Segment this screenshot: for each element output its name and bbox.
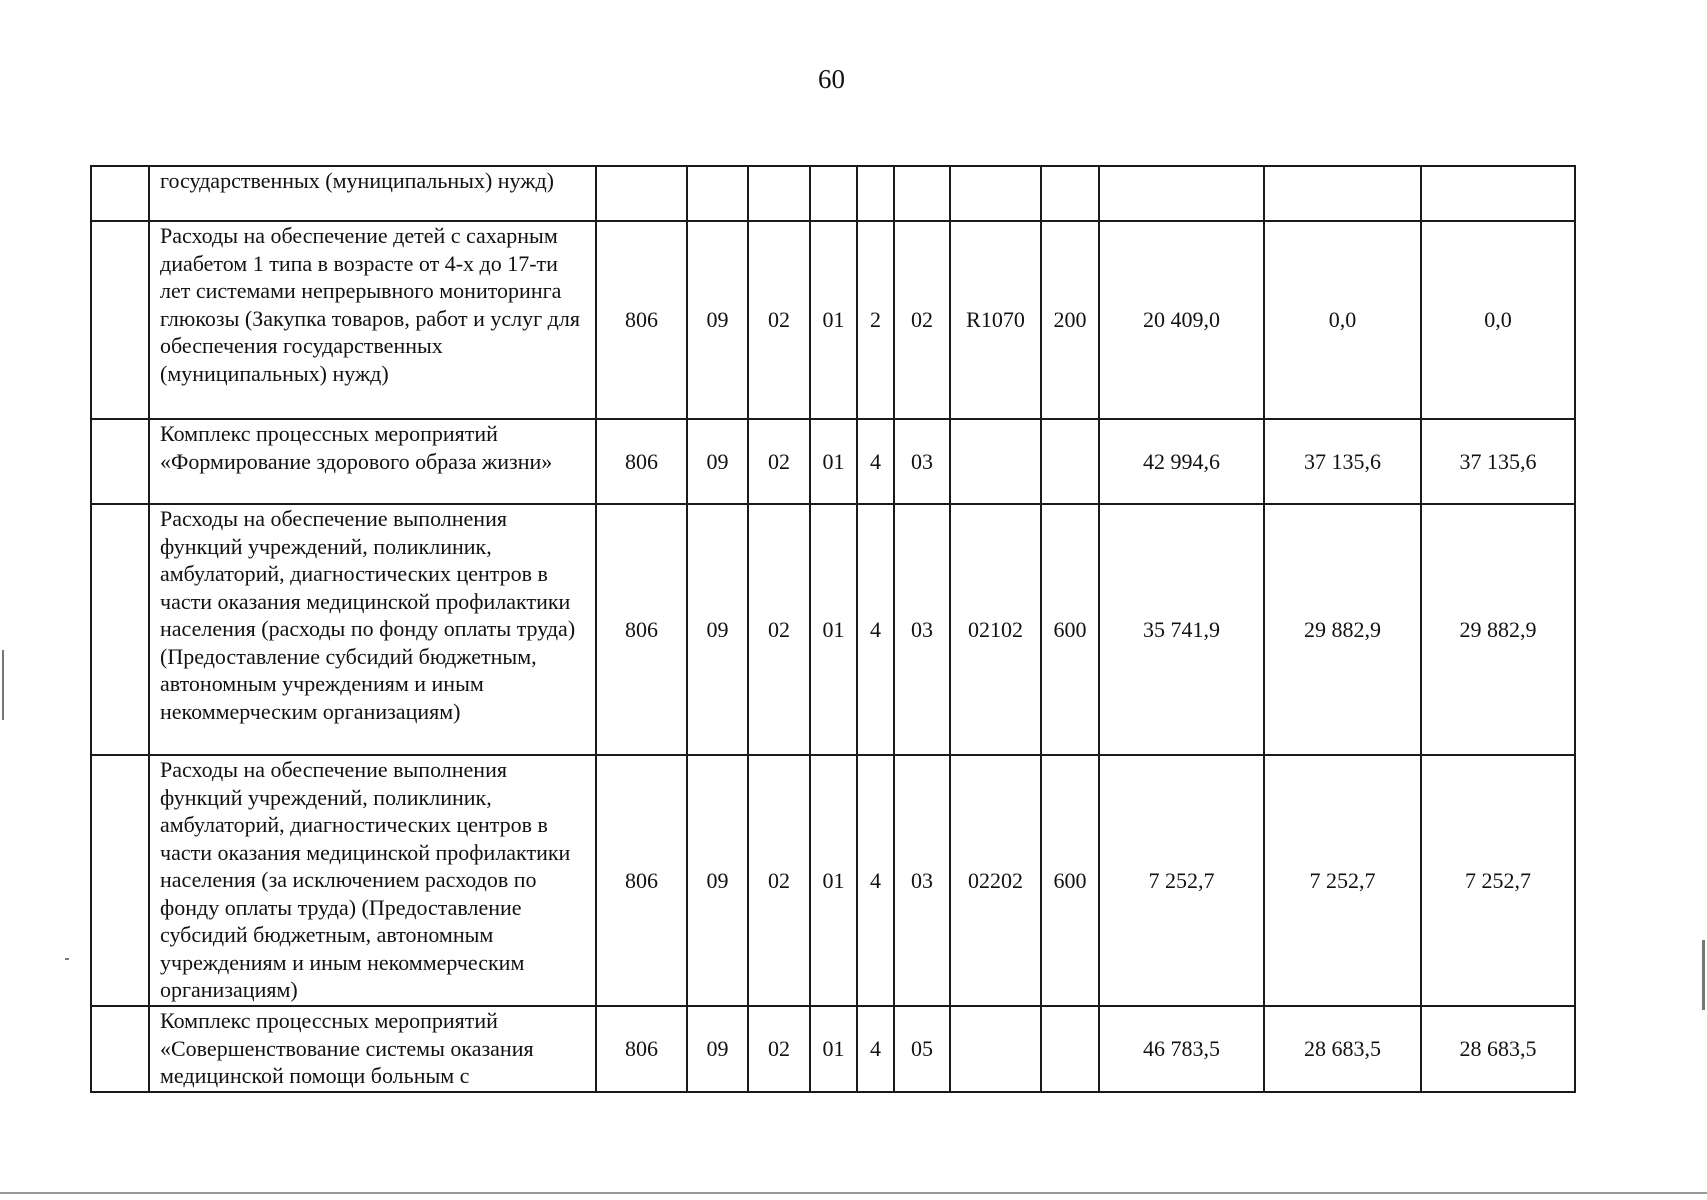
budget-table [90, 165, 1576, 1093]
index-cell [91, 755, 149, 1006]
section-cell: 09 [687, 221, 748, 419]
direction-code-cell [950, 1006, 1041, 1092]
section-cell: 09 [687, 1006, 748, 1092]
amount-year-2-cell: 7 252,7 [1264, 755, 1421, 1006]
amount-year-3-cell: 29 882,9 [1421, 504, 1575, 755]
description-cell: государственных (муниципальных) нужд) [149, 166, 596, 221]
program-cell [810, 166, 857, 221]
scan-mark [1702, 940, 1705, 1010]
amount-year-1-cell [1099, 166, 1264, 221]
section-cell: 09 [687, 504, 748, 755]
program-cell: 01 [810, 221, 857, 419]
subsection-cell: 02 [748, 419, 810, 504]
amount-year-2-cell: 29 882,9 [1264, 504, 1421, 755]
direction-code-cell: R1070 [950, 221, 1041, 419]
structure-cell [894, 166, 950, 221]
amount-year-2-cell: 37 135,6 [1264, 419, 1421, 504]
table-body [91, 166, 1575, 1092]
amount-year-3-cell: 7 252,7 [1421, 755, 1575, 1006]
program-cell: 01 [810, 1006, 857, 1092]
description-cell: Расходы на обеспечение выполнения функций учреждений, поликлиник, амбулаторий, диагностических центров в части оказания медицинской профилактики населения (за исключением расходов по фонду оплаты труда) (Предоставление субсидий бюджетным, автономным учреждениям и иным некоммерческим организациям) [149, 755, 596, 1006]
index-cell [91, 419, 149, 504]
ministry-code-cell [596, 166, 687, 221]
section-cell: 09 [687, 419, 748, 504]
subsection-cell: 02 [748, 755, 810, 1006]
amount-year-1-cell: 7 252,7 [1099, 755, 1264, 1006]
ministry-code-cell: 806 [596, 504, 687, 755]
amount-year-1-cell: 46 783,5 [1099, 1006, 1264, 1092]
subsection-cell: 02 [748, 504, 810, 755]
type-cell: 4 [857, 1006, 894, 1092]
ministry-code-cell: 806 [596, 419, 687, 504]
description-cell: Комплекс процессных мероприятий «Формирование здорового образа жизни» [149, 419, 596, 504]
expense-type-cell: 600 [1041, 504, 1099, 755]
program-cell: 01 [810, 504, 857, 755]
expense-type-cell [1041, 166, 1099, 221]
page-bottom-edge [0, 1192, 1707, 1194]
section-cell: 09 [687, 755, 748, 1006]
description-cell: Расходы на обеспечение выполнения функций учреждений, поликлиник, амбулаторий, диагностических центров в части оказания медицинской профилактики населения (расходы по фонду оплаты труда) (Предоставление субсидий бюджетным, автономным учреждениям и иным некоммерческим организациям) [149, 504, 596, 755]
expense-type-cell: 600 [1041, 755, 1099, 1006]
table-row [91, 1006, 1575, 1092]
structure-cell: 03 [894, 755, 950, 1006]
table-row [91, 504, 1575, 755]
scan-mark [65, 958, 69, 960]
subsection-cell [748, 166, 810, 221]
description-cell: Комплекс процессных мероприятий «Совершенствование системы оказания медицинской помощи больным с [149, 1006, 596, 1092]
structure-cell: 02 [894, 221, 950, 419]
structure-cell: 03 [894, 504, 950, 755]
table-row [91, 221, 1575, 419]
table-row [91, 419, 1575, 504]
amount-year-2-cell [1264, 166, 1421, 221]
amount-year-3-cell: 37 135,6 [1421, 419, 1575, 504]
expense-type-cell [1041, 1006, 1099, 1092]
program-cell: 01 [810, 419, 857, 504]
type-cell [857, 166, 894, 221]
type-cell: 4 [857, 419, 894, 504]
table-row [91, 166, 1575, 221]
structure-cell: 03 [894, 419, 950, 504]
scan-mark [2, 650, 4, 720]
structure-cell: 05 [894, 1006, 950, 1092]
table-row [91, 755, 1575, 1006]
index-cell [91, 221, 149, 419]
direction-code-cell [950, 419, 1041, 504]
amount-year-2-cell: 0,0 [1264, 221, 1421, 419]
amount-year-2-cell: 28 683,5 [1264, 1006, 1421, 1092]
expense-type-cell: 200 [1041, 221, 1099, 419]
subsection-cell: 02 [748, 221, 810, 419]
page-number: 60 [818, 64, 845, 94]
direction-code-cell [950, 166, 1041, 221]
type-cell: 2 [857, 221, 894, 419]
ministry-code-cell: 806 [596, 755, 687, 1006]
type-cell: 4 [857, 755, 894, 1006]
subsection-cell: 02 [748, 1006, 810, 1092]
amount-year-3-cell [1421, 166, 1575, 221]
index-cell [91, 1006, 149, 1092]
index-cell [91, 166, 149, 221]
ministry-code-cell: 806 [596, 1006, 687, 1092]
ministry-code-cell: 806 [596, 221, 687, 419]
index-cell [91, 504, 149, 755]
expense-type-cell [1041, 419, 1099, 504]
description-cell: Расходы на обеспечение детей с сахарным диабетом 1 типа в возрасте от 4-х до 17-ти лет системами непрерывного мониторинга глюкозы (Закупка товаров, работ и услуг для обеспечения государственных (муниципальных) нужд) [149, 221, 596, 419]
direction-code-cell: 02202 [950, 755, 1041, 1006]
amount-year-3-cell: 28 683,5 [1421, 1006, 1575, 1092]
amount-year-1-cell: 20 409,0 [1099, 221, 1264, 419]
type-cell: 4 [857, 504, 894, 755]
amount-year-1-cell: 42 994,6 [1099, 419, 1264, 504]
amount-year-3-cell: 0,0 [1421, 221, 1575, 419]
direction-code-cell: 02102 [950, 504, 1041, 755]
amount-year-1-cell: 35 741,9 [1099, 504, 1264, 755]
program-cell: 01 [810, 755, 857, 1006]
section-cell [687, 166, 748, 221]
